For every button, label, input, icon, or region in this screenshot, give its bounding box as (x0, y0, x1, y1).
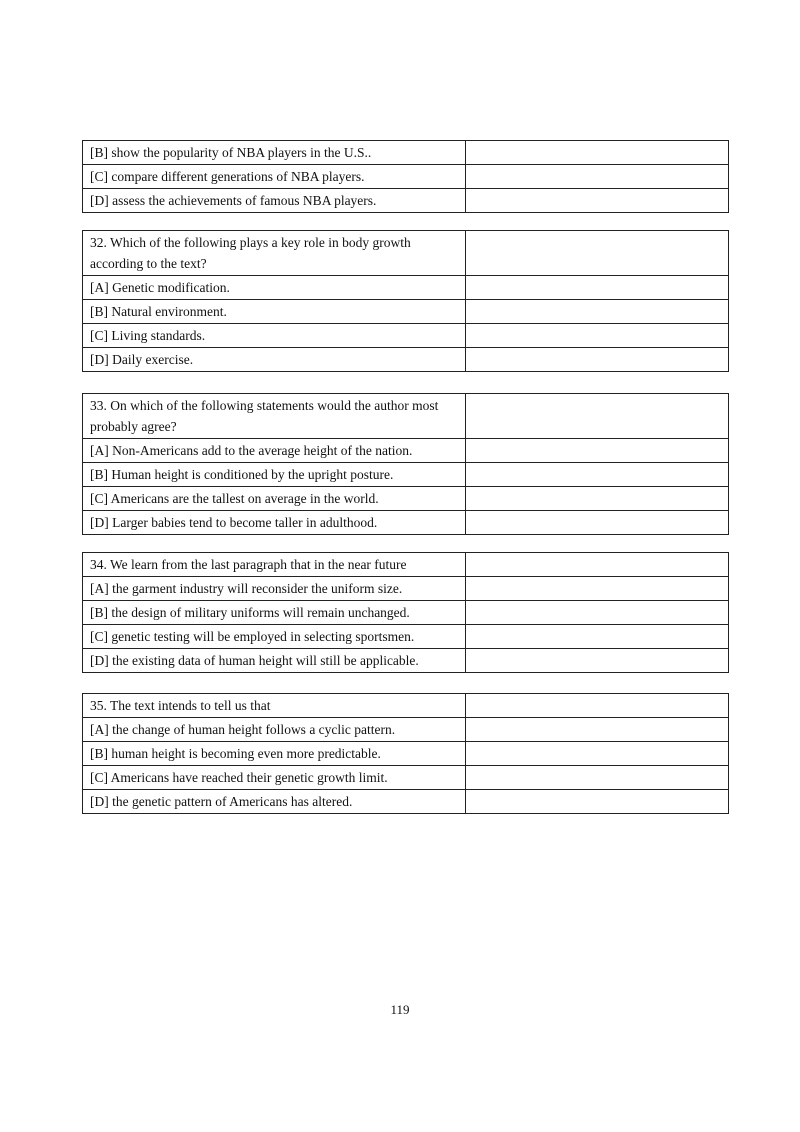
answer-cell[interactable] (466, 487, 729, 511)
option-row-32-a (83, 276, 729, 300)
option-row-33-b (83, 463, 729, 487)
answer-cell[interactable] (466, 276, 729, 300)
option-row-33-c (83, 487, 729, 511)
question-stem: 32. Which of the following plays a key role in body growth according to the text? (83, 231, 466, 276)
option-text: [B] human height is becoming even more predictable. (83, 742, 466, 766)
option-text: [D] Larger babies tend to become taller in adulthood. (83, 511, 466, 535)
question-33-table (82, 393, 729, 535)
option-row-34-d (83, 649, 729, 673)
option-row-32-c (83, 324, 729, 348)
option-row-34-c (83, 625, 729, 649)
answer-cell[interactable] (466, 718, 729, 742)
option-text: [C] Americans have reached their genetic growth limit. (83, 766, 466, 790)
option-text: [A] Genetic modification. (83, 276, 466, 300)
answer-cell[interactable] (466, 649, 729, 673)
answer-cell[interactable] (466, 601, 729, 625)
answer-cell[interactable] (466, 165, 729, 189)
option-row-31-d (83, 189, 729, 213)
answer-cell[interactable] (466, 742, 729, 766)
option-text: [D] the genetic pattern of Americans has altered. (83, 790, 466, 814)
question-34-table (82, 552, 729, 673)
option-row-34-b (83, 601, 729, 625)
question-32-table (82, 230, 729, 372)
answer-cell[interactable] (466, 439, 729, 463)
option-row-33-d (83, 511, 729, 535)
question-stem: 35. The text intends to tell us that (83, 694, 466, 718)
option-row-35-d (83, 790, 729, 814)
answer-cell[interactable] (466, 324, 729, 348)
question-stem: 33. On which of the following statements would the author most probably agree? (83, 394, 466, 439)
option-text: [D] Daily exercise. (83, 348, 466, 372)
answer-cell[interactable] (466, 766, 729, 790)
option-text: [C] Living standards. (83, 324, 466, 348)
option-text: [A] the change of human height follows a cyclic pattern. (83, 718, 466, 742)
question-stem-row (83, 231, 729, 276)
question-stem-row (83, 694, 729, 718)
answer-cell[interactable] (466, 553, 729, 577)
answer-cell[interactable] (466, 231, 729, 276)
answer-cell[interactable] (466, 141, 729, 165)
answer-cell[interactable] (466, 348, 729, 372)
option-row-32-d (83, 348, 729, 372)
option-row-32-b (83, 300, 729, 324)
question-stem-row (83, 553, 729, 577)
answer-cell[interactable] (466, 189, 729, 213)
option-text: [B] Human height is conditioned by the upright posture. (83, 463, 466, 487)
option-row-35-c (83, 766, 729, 790)
answer-cell[interactable] (466, 511, 729, 535)
option-text: [A] the garment industry will reconsider the uniform size. (83, 577, 466, 601)
answer-cell[interactable] (466, 625, 729, 649)
question-35-table (82, 693, 729, 814)
answer-cell[interactable] (466, 577, 729, 601)
option-text: [B] Natural environment. (83, 300, 466, 324)
option-row-33-a (83, 439, 729, 463)
answer-cell[interactable] (466, 790, 729, 814)
option-text: [C] Americans are the tallest on average in the world. (83, 487, 466, 511)
option-row-35-b (83, 742, 729, 766)
option-row-35-a (83, 718, 729, 742)
option-row-34-a (83, 577, 729, 601)
option-text: [D] the existing data of human height will still be applicable. (83, 649, 466, 673)
option-text: [D] assess the achievements of famous NBA players. (83, 189, 466, 213)
option-text: [C] genetic testing will be employed in selecting sportsmen. (83, 625, 466, 649)
option-text: [A] Non-Americans add to the average height of the nation. (83, 439, 466, 463)
answer-cell[interactable] (466, 300, 729, 324)
option-text: [B] show the popularity of NBA players in the U.S.. (83, 141, 466, 165)
answer-cell[interactable] (466, 463, 729, 487)
page-number: 119 (390, 1002, 410, 1017)
option-row-31-b (83, 141, 729, 165)
question-stem-row (83, 394, 729, 439)
option-text: [C] compare different generations of NBA players. (83, 165, 466, 189)
option-text: [B] the design of military uniforms will remain unchanged. (83, 601, 466, 625)
option-row-31-c (83, 165, 729, 189)
question-31-table (82, 140, 729, 213)
question-stem: 34. We learn from the last paragraph that in the near future (83, 553, 466, 577)
answer-cell[interactable] (466, 694, 729, 718)
answer-cell[interactable] (466, 394, 729, 439)
